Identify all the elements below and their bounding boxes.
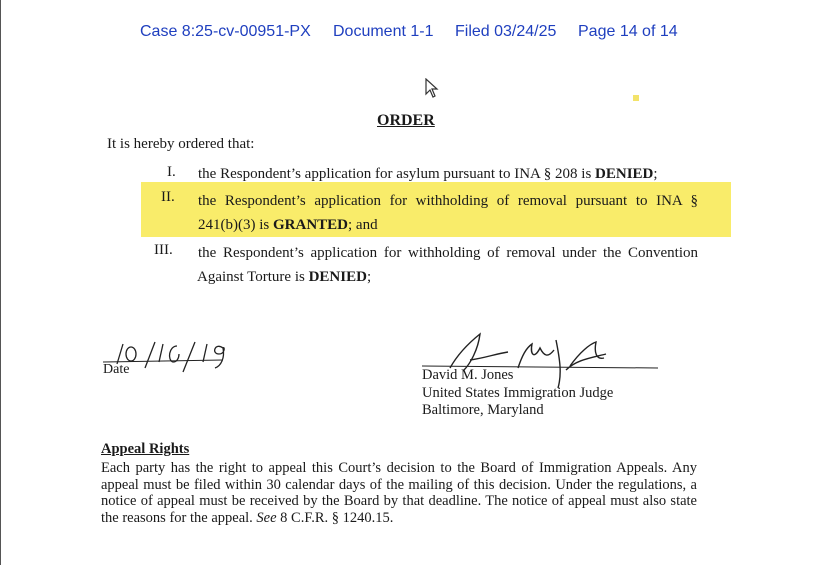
order-title: ORDER — [377, 112, 435, 129]
item-numeral: II. — [161, 189, 175, 205]
judge-location: Baltimore, Maryland — [422, 402, 544, 418]
judge-info — [422, 367, 613, 420]
judge-title: United States Immigration Judge — [422, 384, 614, 401]
order-item-withholding-line2: 241(b)(3) is GRANTED; and — [198, 217, 378, 233]
order-intro: It is hereby ordered that: — [107, 136, 255, 152]
order-item-asylum: the Respondent’s application for asylum pursuant to INA § 208 is DENIED; — [198, 166, 658, 182]
page-number: Page 14 of 14 — [578, 23, 678, 40]
item-numeral: I. — [167, 164, 176, 180]
page-left-border — [0, 0, 1, 565]
appeal-rights-text: Each party has the right to appeal this Court’s decision to the Board of Immigration Appeals. Any appeal must be filed within 30 calendar days of the mailing of this decision. Under the regulations, a notice of appeal must be received by the Board by that deadline. The notice of appeal must also state the reasons for the appeal. See 8 C.F.R. § 1240.15. — [101, 460, 697, 526]
document-number: Document 1-1 — [333, 23, 434, 40]
appeal-rights-heading: Appeal Rights — [101, 441, 190, 457]
case-number: Case 8:25-cv-00951-PX — [140, 23, 311, 40]
item-numeral: III. — [154, 242, 173, 258]
filed-date: Filed 03/24/25 — [455, 23, 557, 40]
order-item-cat-line1: the Respondent’s application for withholding of removal under the Convention — [198, 245, 698, 261]
order-item-withholding-line1: the Respondent’s application for withholding of removal pursuant to INA § — [198, 193, 698, 209]
date-label: Date — [103, 362, 130, 377]
mouse-pointer-icon — [425, 78, 441, 100]
order-item-cat-line2: Against Torture is DENIED; — [197, 269, 372, 285]
judge-name: David M. Jones — [422, 367, 514, 383]
highlight-speck — [633, 95, 639, 101]
